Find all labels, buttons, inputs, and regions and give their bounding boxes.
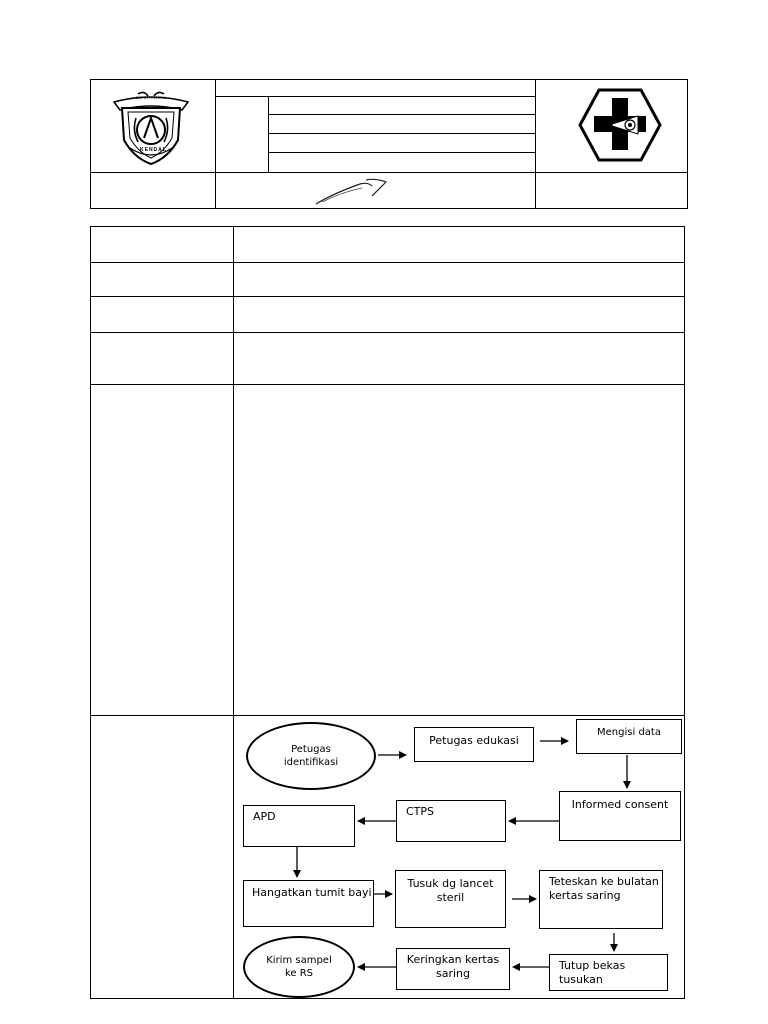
flow-label: Petugas identifikasi	[283, 744, 339, 768]
flow-label: Kirim sampel ke RS	[266, 955, 332, 979]
flow-label: CTPS	[406, 805, 435, 818]
flow-label: Hangatkan tumit bayi	[252, 886, 372, 899]
flow-label: Petugas edukasi	[429, 734, 519, 747]
flow-label: Informed consent	[571, 798, 669, 811]
flow-label: Mengisi data	[597, 727, 661, 738]
flow-label: Tusuk dg lancet steril	[407, 877, 494, 904]
flow-label: Keringkan kertas saring	[406, 953, 500, 980]
logo-top-text: BUPATI KENDAL	[136, 95, 167, 100]
flow-label: Tutup bekas tusukan	[559, 959, 626, 986]
flow-label: Teteskan ke bulatan kertas saring	[549, 875, 659, 902]
flow-label: APD	[253, 810, 276, 823]
logo-bottom-text: KENDAL	[140, 147, 167, 153]
